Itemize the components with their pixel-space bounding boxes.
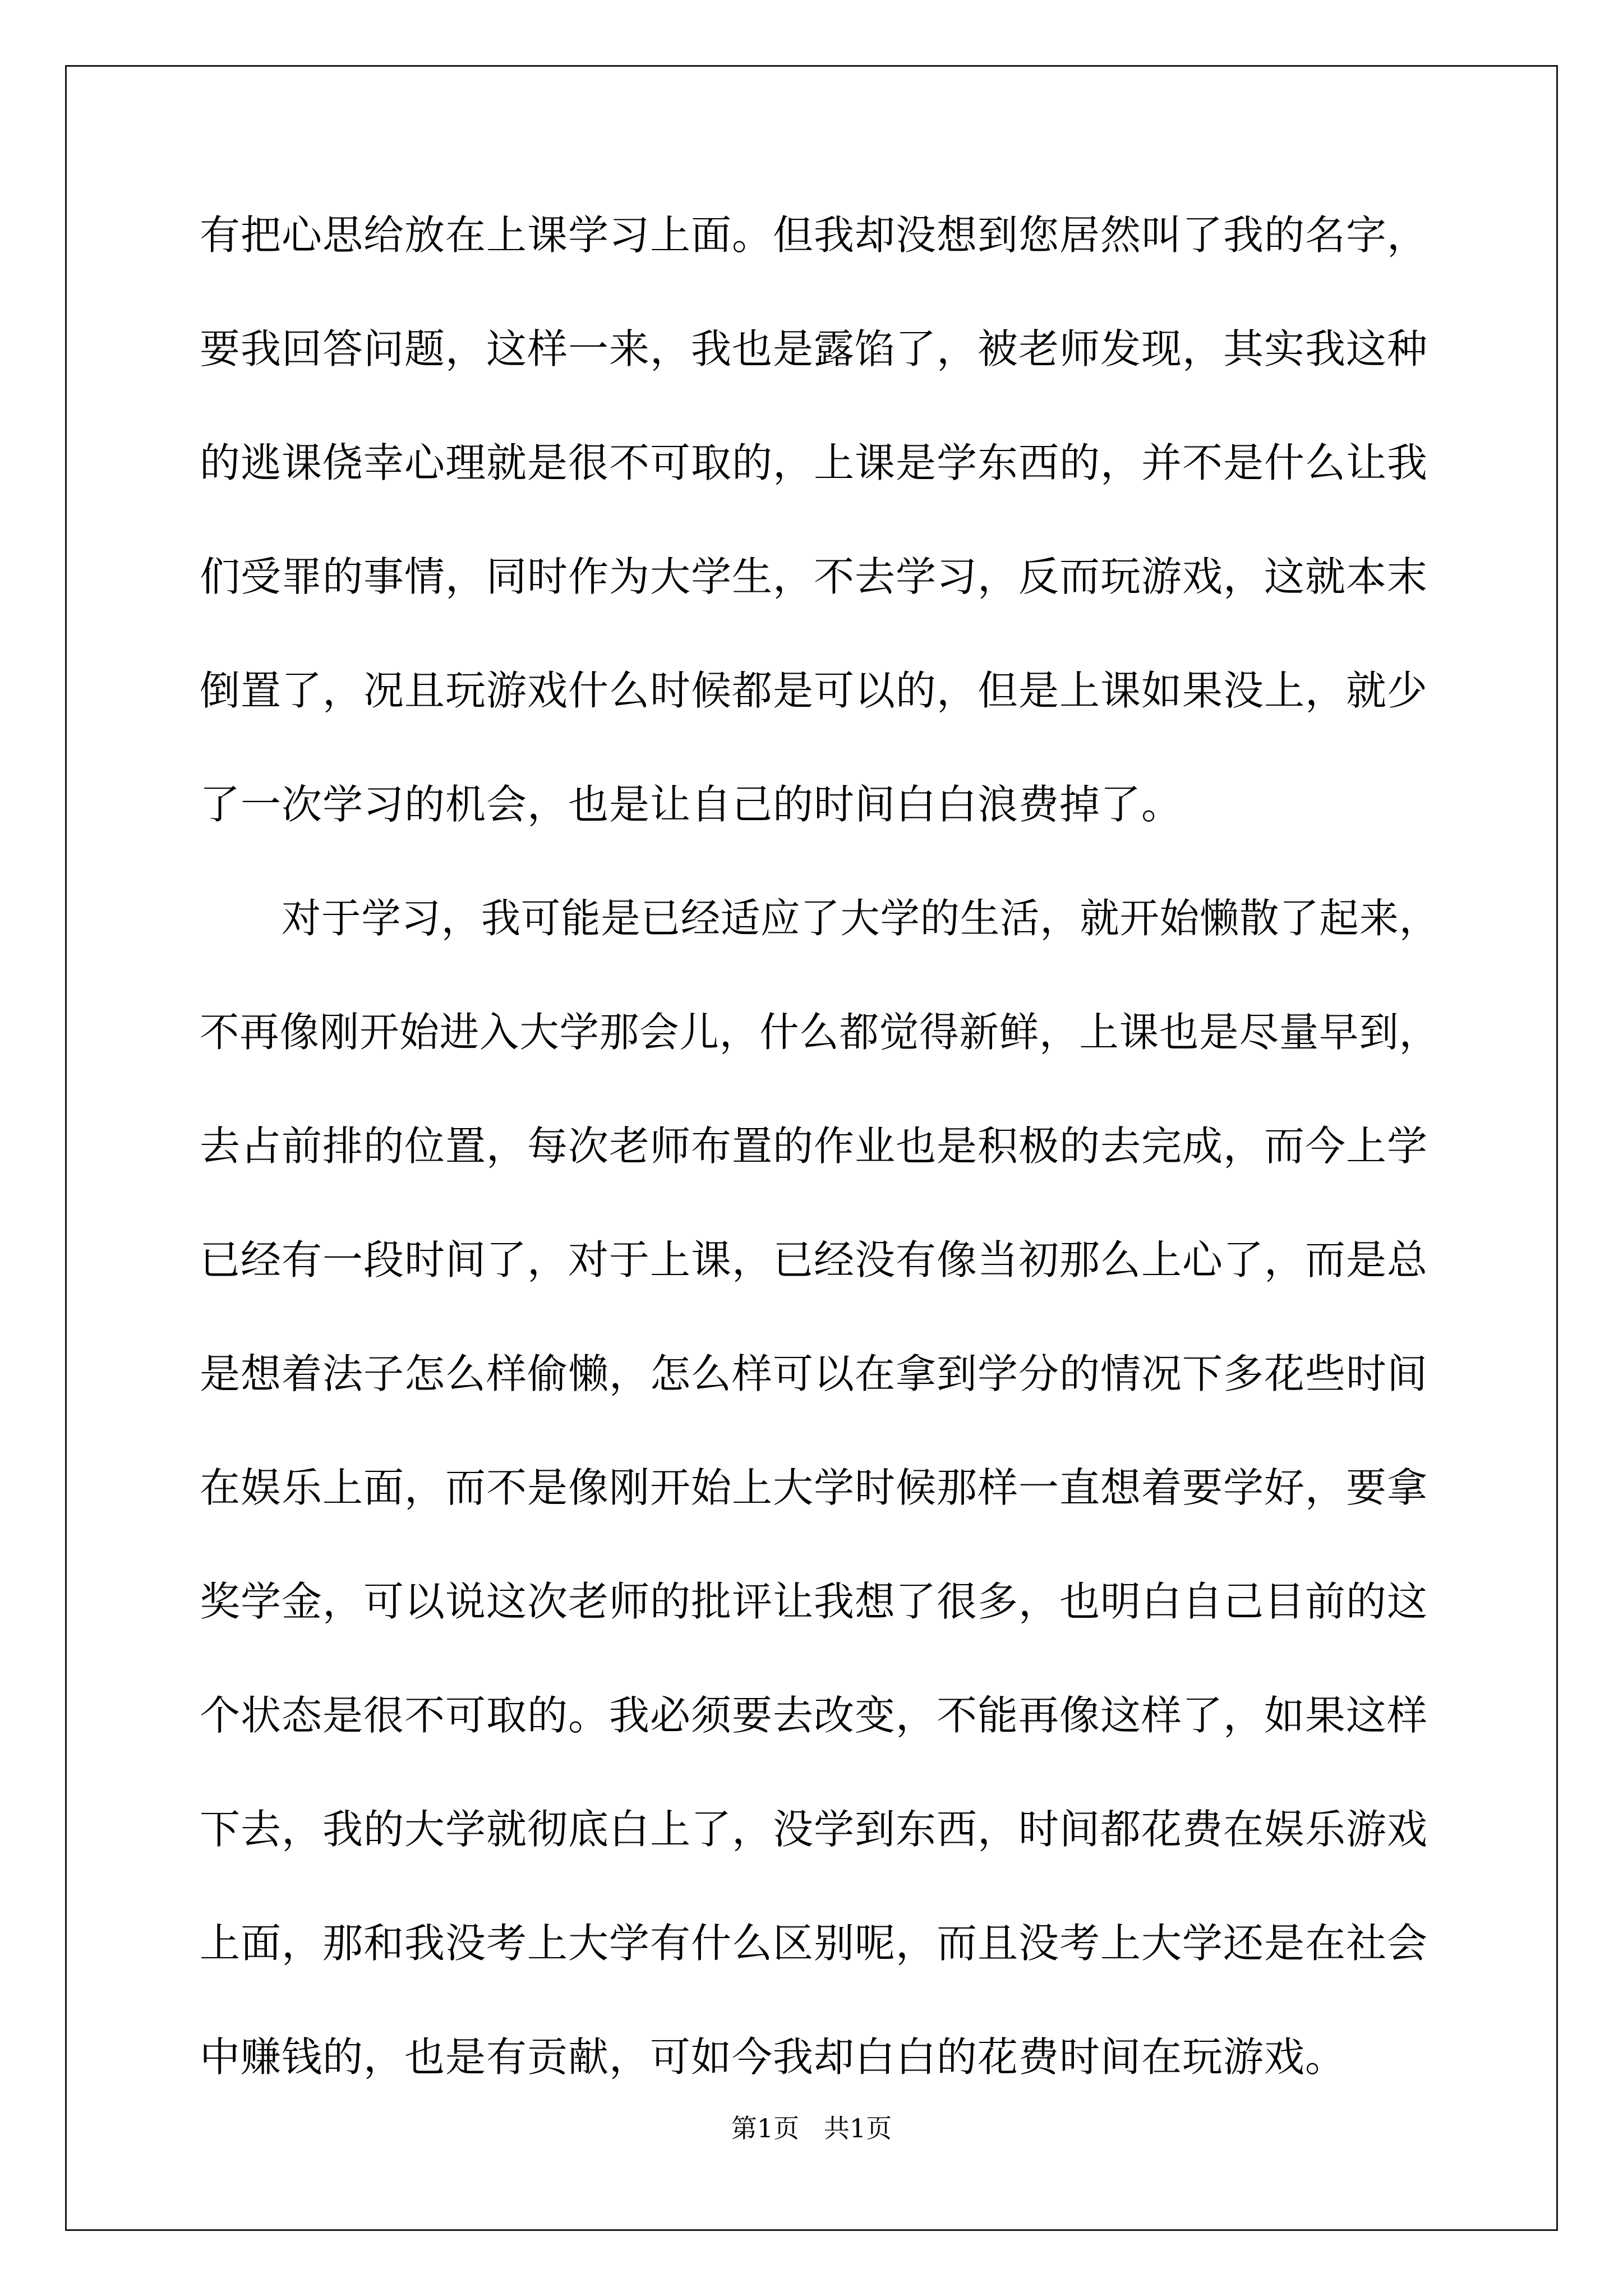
page-number-footer: 第1页 共1页 — [731, 2113, 892, 2143]
paragraph-line: 奖学金，可以说这次老师的批评让我想了很多，也明白自己目前的这 — [200, 1578, 1428, 1625]
paragraph-line: 上面，那和我没考上大学有什么区别呢，而且没考上大学还是在社会 — [200, 1920, 1428, 1967]
paragraph-line: 们受罪的事情，同时作为大学生，不去学习，反而玩游戏，这就本末 — [200, 553, 1428, 600]
paragraph-line: 个状态是很不可取的。我必须要去改变，不能再像这样了，如果这样 — [200, 1692, 1428, 1739]
paragraph-line: 了一次学习的机会，也是让自己的时间白白浪费掉了。 — [200, 781, 1183, 828]
paragraph-line: 倒置了，况且玩游戏什么时候都是可以的，但是上课如果没上，就少 — [200, 667, 1428, 714]
paragraph-line: 要我回答问题，这样一来，我也是露馅了，被老师发现，其实我这种 — [200, 325, 1428, 372]
paragraph-line: 中赚钱的，也是有贡献，可如今我却白白的花费时间在玩游戏。 — [200, 2033, 1347, 2081]
paragraph-line: 是想着法子怎么样偷懒，怎么样可以在拿到学分的情况下多花些时间 — [200, 1350, 1428, 1397]
paragraph-line: 的逃课侥幸心理就是很不可取的，上课是学东西的，并不是什么让我 — [200, 439, 1428, 486]
paragraph-line: 有把心思给放在上课学习上面。但我却没想到您居然叫了我的名字， — [200, 211, 1428, 259]
paragraph-line: 不再像刚开始进入大学那会儿，什么都觉得新鲜，上课也是尽量早到， — [200, 1009, 1440, 1056]
paragraph-line: 已经有一段时间了，对于上课，已经没有像当初那么上心了，而是总 — [200, 1236, 1428, 1283]
paragraph-line: 下去，我的大学就彻底白上了，没学到东西，时间都花费在娱乐游戏 — [200, 1806, 1428, 1853]
paragraph-line: 在娱乐上面，而不是像刚开始上大学时候那样一直想着要学好，要拿 — [200, 1464, 1428, 1511]
paragraph-first-line: 对于学习，我可能是已经适应了大学的生活，就开始懒散了起来， — [282, 895, 1440, 942]
paragraph-line: 去占前排的位置，每次老师布置的作业也是积极的去完成，而今上学 — [200, 1122, 1428, 1170]
